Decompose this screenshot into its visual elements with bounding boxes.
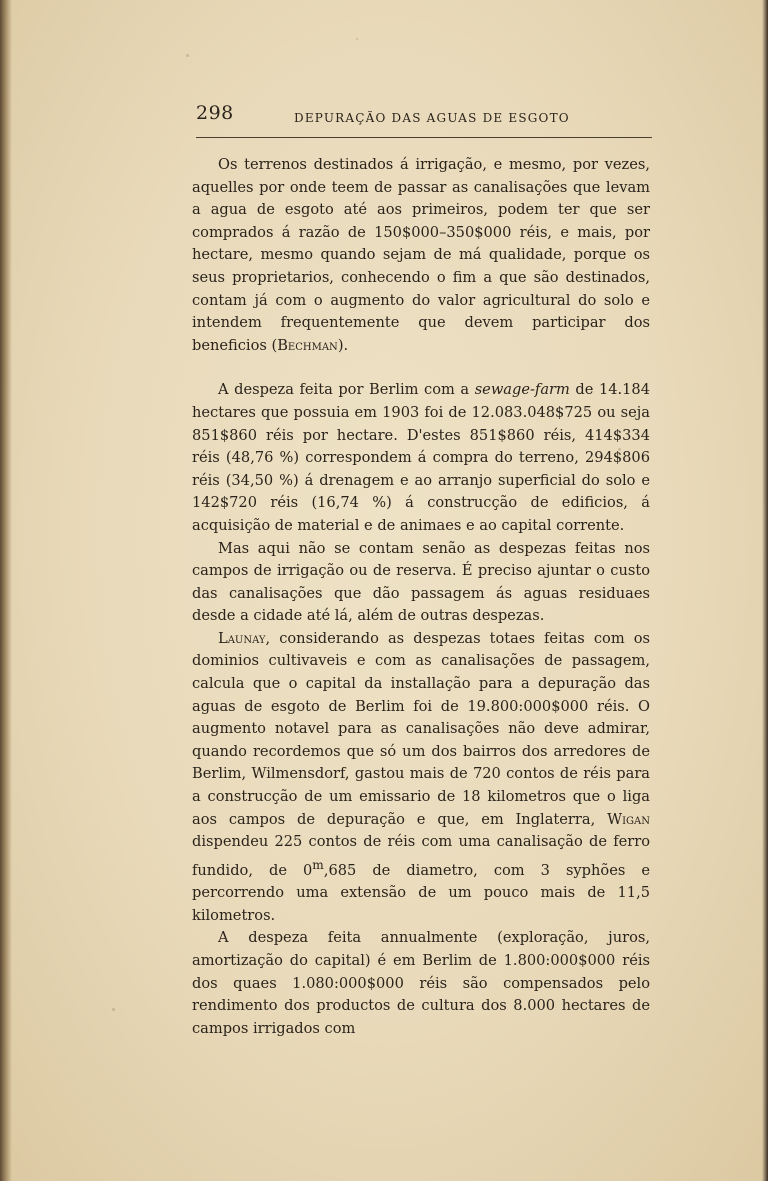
- page-number: 298: [196, 102, 234, 124]
- text-run: ).: [337, 336, 349, 354]
- text-run: A despeza feita por Berlim com a: [218, 381, 475, 399]
- paper-spot: [112, 1008, 115, 1011]
- text-run: ,685 de diametro, com 3 syphões e percorrendo uma extensão de um pouco mais de 11,5 kilometros.: [192, 861, 650, 924]
- page-right-edge: [762, 0, 768, 1181]
- page-binding-edge: [0, 0, 12, 1181]
- text-run: , considerando as despezas totaes feitas com os dominios cultivaveis e com as canalisações de passagem, calcula que o capital da installação para a depuração das aguas de esgoto de Berlim foi de 19.800:000$000 réis. O augmento notavel para as canalisações não deve admirar, quando recordemos que só um dos bairros dos arredores de Berlim, Wilmensdorf, gastou mais de 720 contos de réis para a construcção de um emissario de 18 kilometros que o liga aos campos de depuração e que, em Inglaterra,: [192, 629, 650, 828]
- paragraph: [192, 538, 650, 628]
- paper-spot: [186, 54, 189, 57]
- text-run: A despeza feita annualmente (exploração, juros, amortização do capital) é em Berlim de 1.800:000$000 réis dos quaes 1.080:000$000 réis são compensados pelo rendimento dos productos de cultura dos 8.000 hectares de campos irrigados com: [192, 929, 650, 1037]
- running-head: DEPURAÇÃO DAS AGUAS DE ESGOTO: [294, 111, 570, 125]
- italic-term: sewage-farm: [474, 381, 570, 399]
- paragraph: [192, 379, 650, 537]
- text-run: Mas aqui não se contam senão as despezas feitas nos campos de irrigação ou de reserva. É preciso ajuntar o custo das canalisações que dão passagem ás aguas residuaes desde a cidade até lá, além de outras despezas.: [192, 539, 650, 625]
- paragraph: [192, 927, 650, 1040]
- unit-superscript: m: [312, 857, 324, 872]
- paragraph: [192, 628, 650, 928]
- text-run: Os terrenos destinados á irrigação, e mesmo, por vezes, aquelles por onde teem de passar as canalisações que levam a agua de esgoto até aos primeiros, podem ter que ser comprados á razão de 150$000–350$000 réis, e mais, por hectare, mesmo quando sejam de má qualidade, porque os seus proprietarios, conhecendo o fim a que são destinados, contam já com o augmento do valor agricultural do solo e intendem frequentemente que devem participar dos beneficios (: [192, 156, 650, 354]
- author-name: Wigan: [607, 810, 650, 828]
- author-name: Launay: [218, 629, 266, 647]
- paragraph: [192, 154, 650, 357]
- header-rule: [196, 137, 652, 138]
- author-name: Bechman: [277, 336, 338, 354]
- body-text: [192, 154, 650, 1040]
- text-run: de 14.184 hectares que possuia em 1903 foi de 12.083.048$725 ou seja 851$860 réis por hectare. D'estes 851$860 réis, 414$334 réis (48,76 %) correspondem á compra do terreno, 294$806 réis (34,50 %) á drenagem e ao arranjo superficial do solo e 142$720 réis (16,74 %) á construcção de edificios, á acquisição de material e de animaes e ao capital corrente.: [192, 381, 651, 534]
- paper-spot: [356, 38, 358, 40]
- page-header: [196, 102, 652, 132]
- text-run: dispendeu 225 contos de réis com uma canalisação de ferro fundido, de 0: [192, 833, 650, 879]
